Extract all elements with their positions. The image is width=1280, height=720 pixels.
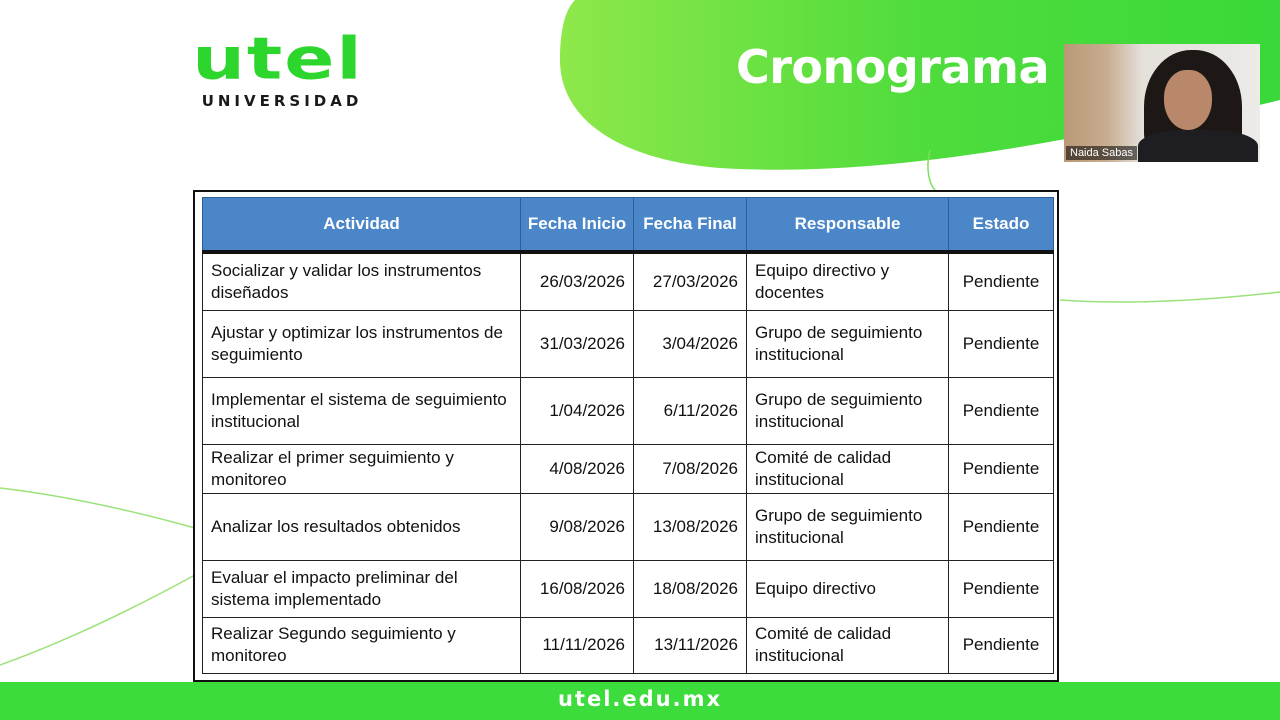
schedule-table-frame (193, 190, 1059, 682)
video-person-body (1138, 130, 1258, 162)
cell-fecha-final: 18/08/2026 (634, 560, 747, 617)
table-row (203, 493, 1054, 560)
cell-responsable: Grupo de seguimiento institucional (747, 377, 949, 444)
table-header-row (203, 198, 1054, 253)
cell-fecha-final: 6/11/2026 (634, 377, 747, 444)
cell-responsable: Equipo directivo (747, 560, 949, 617)
cell-fecha-inicio: 4/08/2026 (521, 444, 634, 493)
schedule-table (202, 197, 1054, 674)
table-row (203, 444, 1054, 493)
footer-url: utel.edu.mx (557, 687, 723, 711)
header-responsable: Responsable (747, 198, 949, 253)
cell-fecha-inicio: 16/08/2026 (521, 560, 634, 617)
cell-estado: Pendiente (949, 560, 1054, 617)
table-row (203, 617, 1054, 673)
table-row (203, 252, 1054, 310)
table-row (203, 560, 1054, 617)
table-row (203, 377, 1054, 444)
logo-subtitle: UNIVERSIDAD (201, 92, 363, 110)
cell-responsable: Comité de calidad institucional (747, 617, 949, 673)
cell-fecha-final: 27/03/2026 (634, 252, 747, 310)
slide-title: Cronograma (735, 40, 1050, 94)
cell-estado: Pendiente (949, 310, 1054, 377)
cell-estado: Pendiente (949, 493, 1054, 560)
cell-fecha-inicio: 31/03/2026 (521, 310, 634, 377)
cell-fecha-inicio: 9/08/2026 (521, 493, 634, 560)
cell-estado: Pendiente (949, 444, 1054, 493)
participant-name-label: Naida Sabas (1066, 146, 1137, 160)
cell-actividad: Analizar los resultados obtenidos (203, 493, 521, 560)
header-actividad: Actividad (203, 198, 521, 253)
footer-bar (0, 682, 1280, 720)
header-fecha-final: Fecha Final (634, 198, 747, 253)
cell-responsable: Grupo de seguimiento institucional (747, 493, 949, 560)
cell-estado: Pendiente (949, 617, 1054, 673)
header-fecha-inicio: Fecha Inicio (521, 198, 634, 253)
cell-fecha-inicio: 26/03/2026 (521, 252, 634, 310)
cell-actividad: Implementar el sistema de seguimiento institucional (203, 377, 521, 444)
cell-fecha-final: 7/08/2026 (634, 444, 747, 493)
utel-logo (112, 25, 444, 114)
cell-estado: Pendiente (949, 377, 1054, 444)
cell-fecha-inicio: 11/11/2026 (521, 617, 634, 673)
cell-actividad: Ajustar y optimizar los instrumentos de seguimiento (203, 310, 521, 377)
table-row (203, 310, 1054, 377)
logo-wordmark: utel (192, 25, 364, 93)
cell-fecha-final: 3/04/2026 (634, 310, 747, 377)
cell-responsable: Equipo directivo y docentes (747, 252, 949, 310)
cell-estado: Pendiente (949, 252, 1054, 310)
cell-actividad: Realizar Segundo seguimiento y monitoreo (203, 617, 521, 673)
cell-actividad: Socializar y validar los instrumentos diseñados (203, 252, 521, 310)
video-person-face (1164, 70, 1212, 130)
cell-responsable: Comité de calidad institucional (747, 444, 949, 493)
cell-actividad: Evaluar el impacto preliminar del sistema implementado (203, 560, 521, 617)
header-estado: Estado (949, 198, 1054, 253)
cell-fecha-final: 13/11/2026 (634, 617, 747, 673)
cell-fecha-inicio: 1/04/2026 (521, 377, 634, 444)
participant-video-tile[interactable] (1064, 44, 1260, 162)
cell-actividad: Realizar el primer seguimiento y monitoreo (203, 444, 521, 493)
cell-fecha-final: 13/08/2026 (634, 493, 747, 560)
cell-responsable: Grupo de seguimiento institucional (747, 310, 949, 377)
